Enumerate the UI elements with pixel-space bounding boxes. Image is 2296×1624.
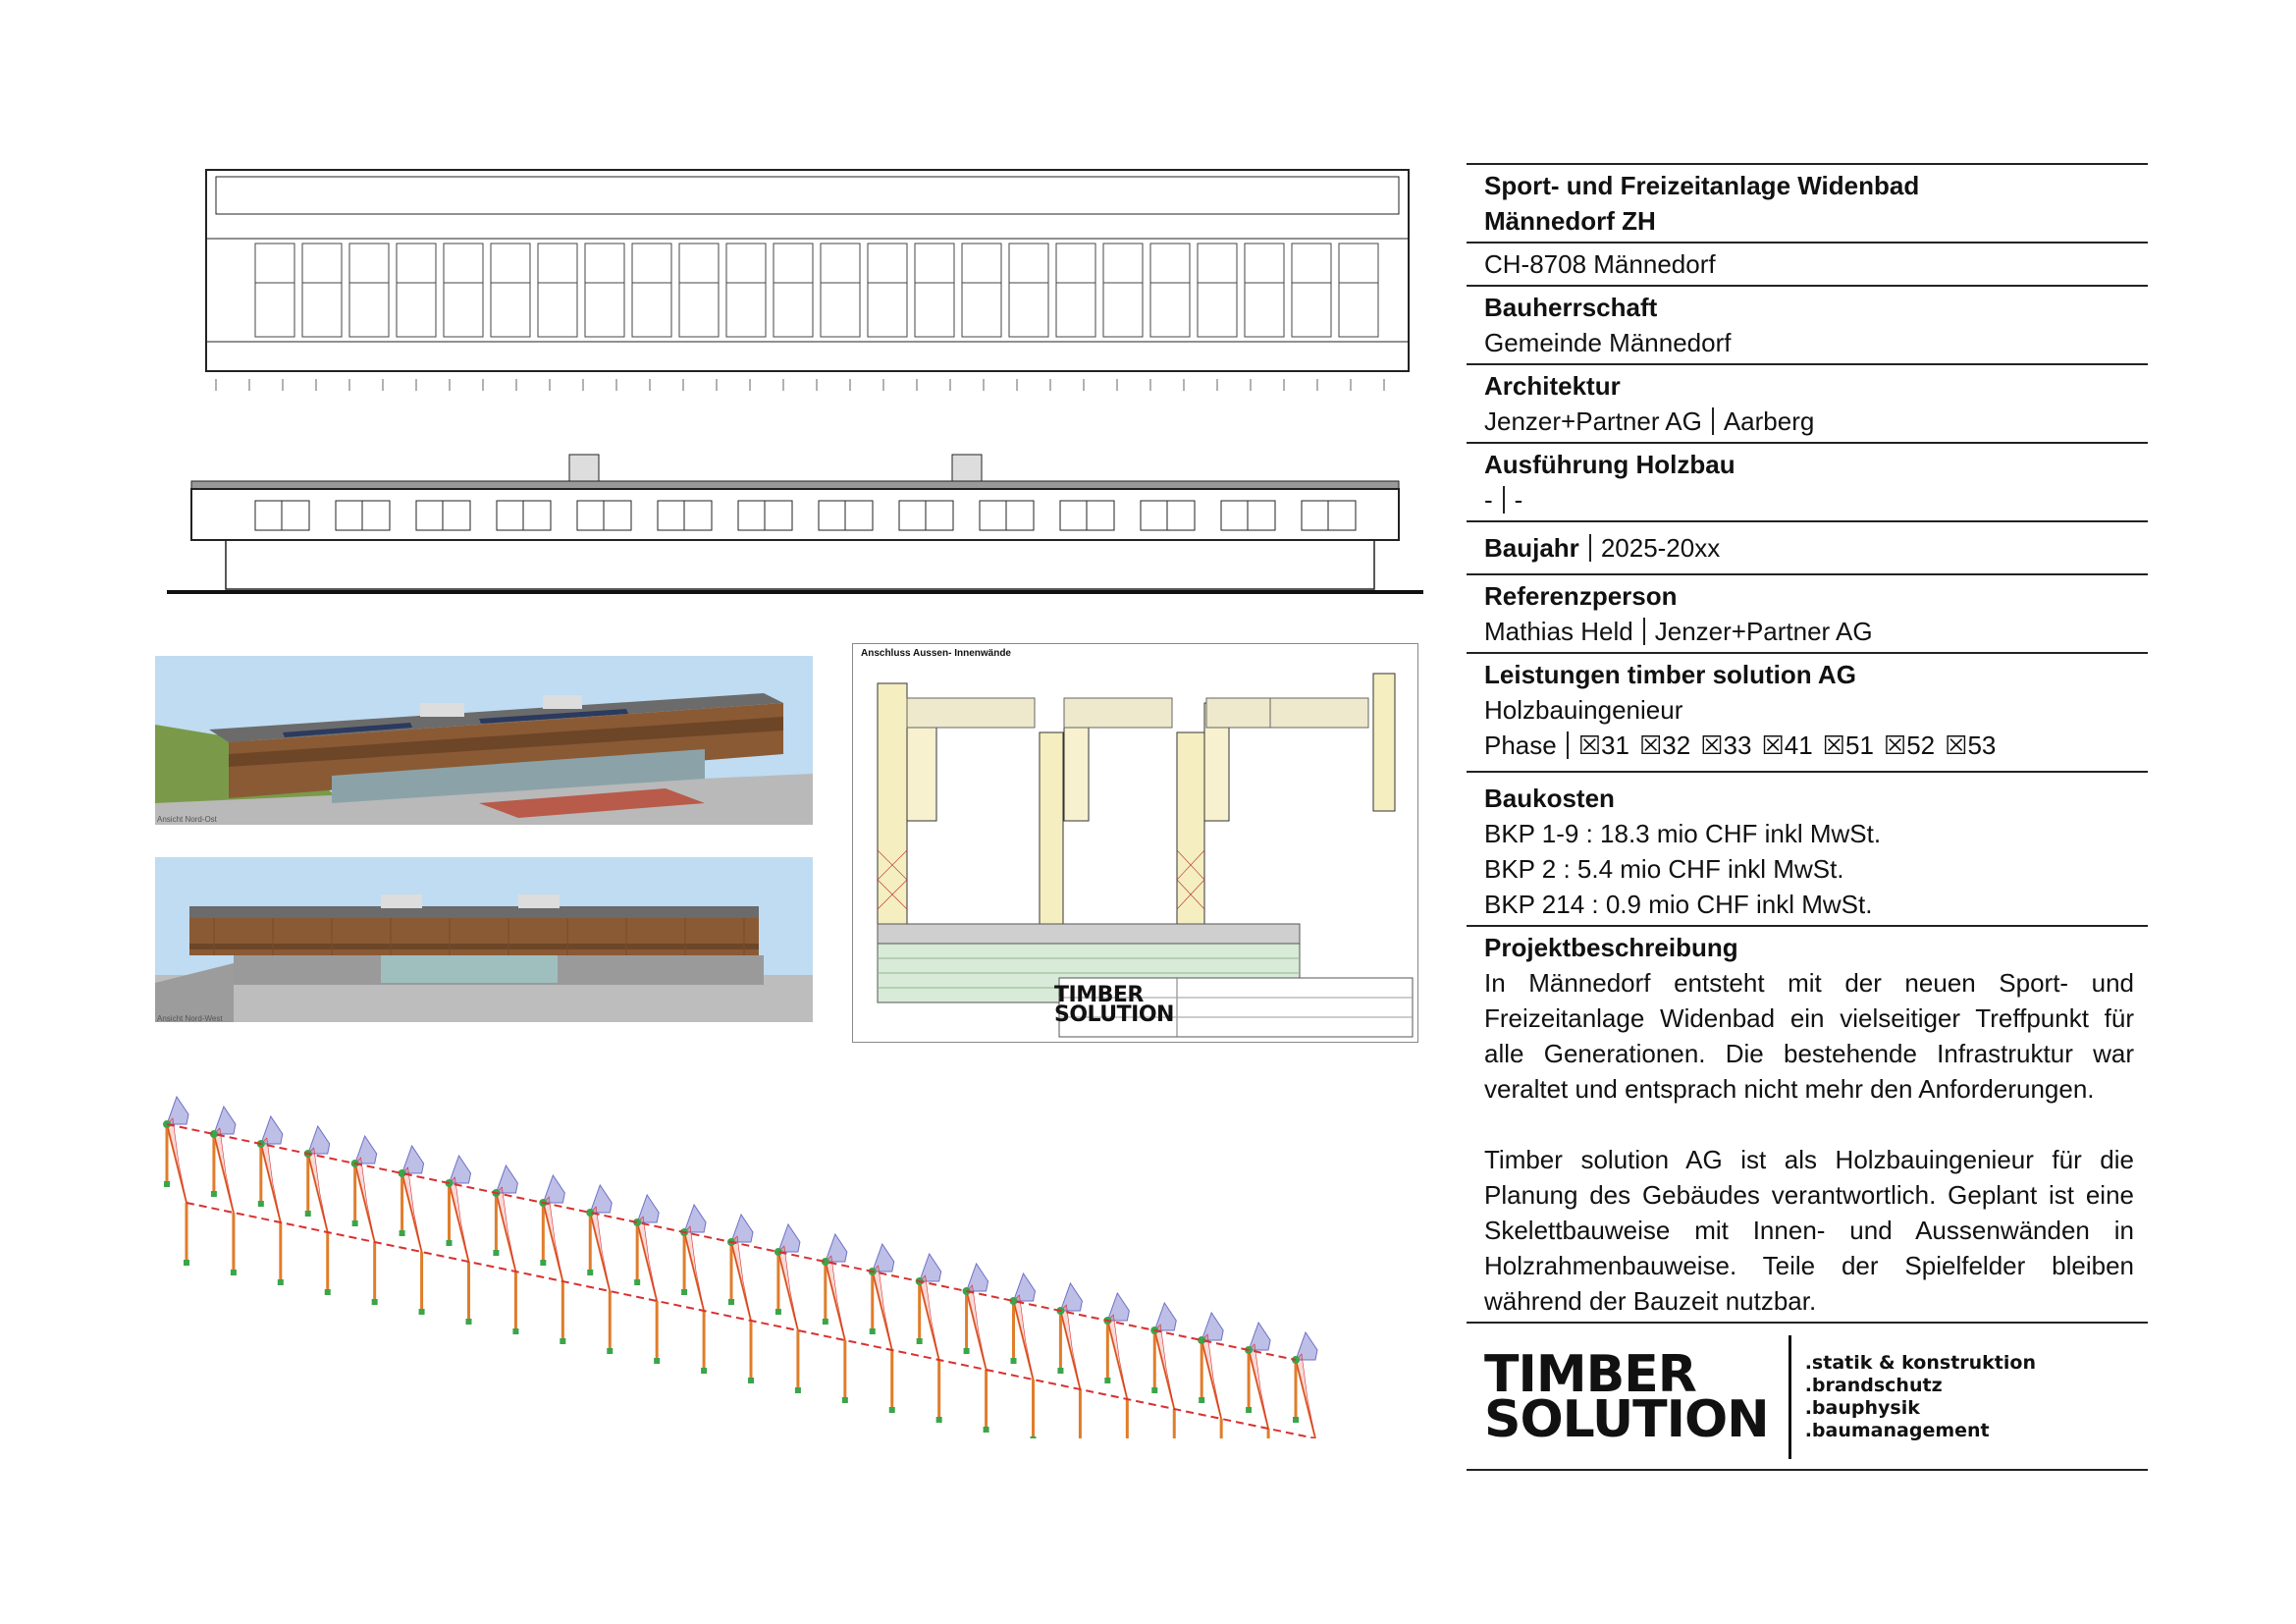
- render-north-east: [155, 656, 813, 825]
- referenz-name: Mathias Held: [1484, 617, 1633, 646]
- detail-logo-line2: SOLUTION: [1054, 1002, 1174, 1027]
- render-north-west: [155, 857, 813, 1022]
- leistungen-role: Holzbauingenieur: [1484, 695, 1683, 725]
- service-item: .baumanagement: [1804, 1420, 1990, 1441]
- referenz-row: [1467, 573, 2148, 652]
- baukosten-line: BKP 1-9 : 18.3 mio CHF inkl MwSt.: [1484, 819, 1882, 848]
- service-item: .brandschutz: [1804, 1375, 1943, 1396]
- architektur-city: Aarberg: [1723, 406, 1815, 436]
- project-address: CH-8708 Männedorf: [1484, 249, 1716, 279]
- company-logo-block: [1467, 1322, 2148, 1471]
- phase-checkbox: ☒41: [1761, 731, 1813, 760]
- phase-line: [1484, 728, 2134, 763]
- logo-divider: [1789, 1335, 1791, 1459]
- render2-caption: Ansicht Nord-West: [157, 1014, 223, 1023]
- ausfuehrung-label: Ausführung Holzbau: [1484, 450, 1735, 479]
- project-title-row: [1467, 163, 2148, 242]
- architektur-label: Architektur: [1484, 371, 1621, 401]
- leistungen-row: [1467, 652, 2148, 771]
- floor-plan-drawing: [196, 145, 1423, 410]
- architektur-row: [1467, 363, 2148, 442]
- phase-label: Phase: [1484, 731, 1557, 760]
- baukosten-row: [1467, 771, 2148, 925]
- phase-checkbox: ☒31: [1577, 731, 1629, 760]
- project-title-line1: Sport- und Freizeitanlage Widenbad: [1484, 171, 1920, 200]
- bauherrschaft-value: Gemeinde Männedorf: [1484, 328, 1732, 357]
- project-title-line2: Männedorf ZH: [1484, 206, 1656, 236]
- phase-checkbox-list: [1578, 731, 2006, 760]
- beschreibung-row: [1467, 925, 2148, 1322]
- baukosten-label: Baukosten: [1484, 784, 1615, 813]
- construction-detail-drawing: [852, 643, 1418, 1043]
- baukosten-line: BKP 214 : 0.9 mio CHF inkl MwSt.: [1484, 890, 1873, 919]
- baujahr-value: 2025-20xx: [1600, 533, 1721, 563]
- address-row: [1467, 242, 2148, 285]
- project-info-panel: [1467, 163, 2148, 1471]
- ausfuehrung-row: [1467, 442, 2148, 520]
- separator: [1712, 407, 1714, 435]
- company-logo: [1484, 1345, 1769, 1449]
- bauherrschaft-row: [1467, 285, 2148, 363]
- phase-checkbox: ☒33: [1700, 731, 1752, 760]
- separator: [1567, 731, 1569, 759]
- phase-checkbox: ☒52: [1883, 731, 1936, 760]
- detail-timber-logo: [1054, 983, 1174, 1027]
- beschreibung-paragraph-1: In Männedorf entsteht mit der neuen Sport- und Freizeitanlage Widenbad ein vielseitiger Treffpunkt für alle Generationen. Die bestehende Infrastruktur war veraltet und entsprach nicht mehr den Anforderungen.: [1484, 968, 2134, 1104]
- beschreibung-paragraph-2: Timber solution AG ist als Holzbauingenieur für die Planung des Gebäudes verantwortlich. Geplant ist eine Skelettbauweise mit Innen- und Aussenwänden in Holzrahmenbauweise. Teile der Spielfelder bleiben während der Bauzeit nutzbar.: [1484, 1145, 2134, 1316]
- service-item: .bauphysik: [1804, 1397, 1920, 1419]
- separator: [1503, 486, 1505, 514]
- structural-analysis-model: [147, 1065, 1443, 1438]
- building-section-drawing: [167, 447, 1423, 599]
- phase-checkbox: ☒53: [1945, 731, 1997, 760]
- logo-line2: SOLUTION: [1484, 1390, 1769, 1449]
- leistungen-label: Leistungen timber solution AG: [1484, 660, 1856, 689]
- phase-checkbox: ☒51: [1822, 731, 1874, 760]
- referenz-firm: Jenzer+Partner AG: [1654, 617, 1873, 646]
- service-item: .statik & konstruktion: [1804, 1352, 2036, 1374]
- baujahr-row: [1467, 520, 2148, 573]
- baukosten-line: BKP 2 : 5.4 mio CHF inkl MwSt.: [1484, 854, 1844, 884]
- phase-checkbox: ☒32: [1638, 731, 1691, 760]
- render1-caption: Ansicht Nord-Ost: [157, 815, 217, 824]
- separator: [1589, 534, 1591, 562]
- ausfuehrung-value-a: -: [1484, 485, 1493, 514]
- baujahr-label: Baujahr: [1484, 533, 1579, 563]
- referenz-label: Referenzperson: [1484, 581, 1678, 611]
- logo-line1: TIMBER: [1484, 1345, 1696, 1404]
- beschreibung-label: Projektbeschreibung: [1484, 933, 1738, 962]
- ausfuehrung-value-b: -: [1514, 485, 1523, 514]
- separator: [1643, 618, 1645, 645]
- bauherrschaft-label: Bauherrschaft: [1484, 293, 1658, 322]
- detail-logo-line1: TIMBER: [1054, 983, 1144, 1007]
- detail-title: Anschluss Aussen- Innenwände: [861, 648, 1011, 659]
- architektur-firm: Jenzer+Partner AG: [1484, 406, 1702, 436]
- service-list: [1805, 1352, 2036, 1442]
